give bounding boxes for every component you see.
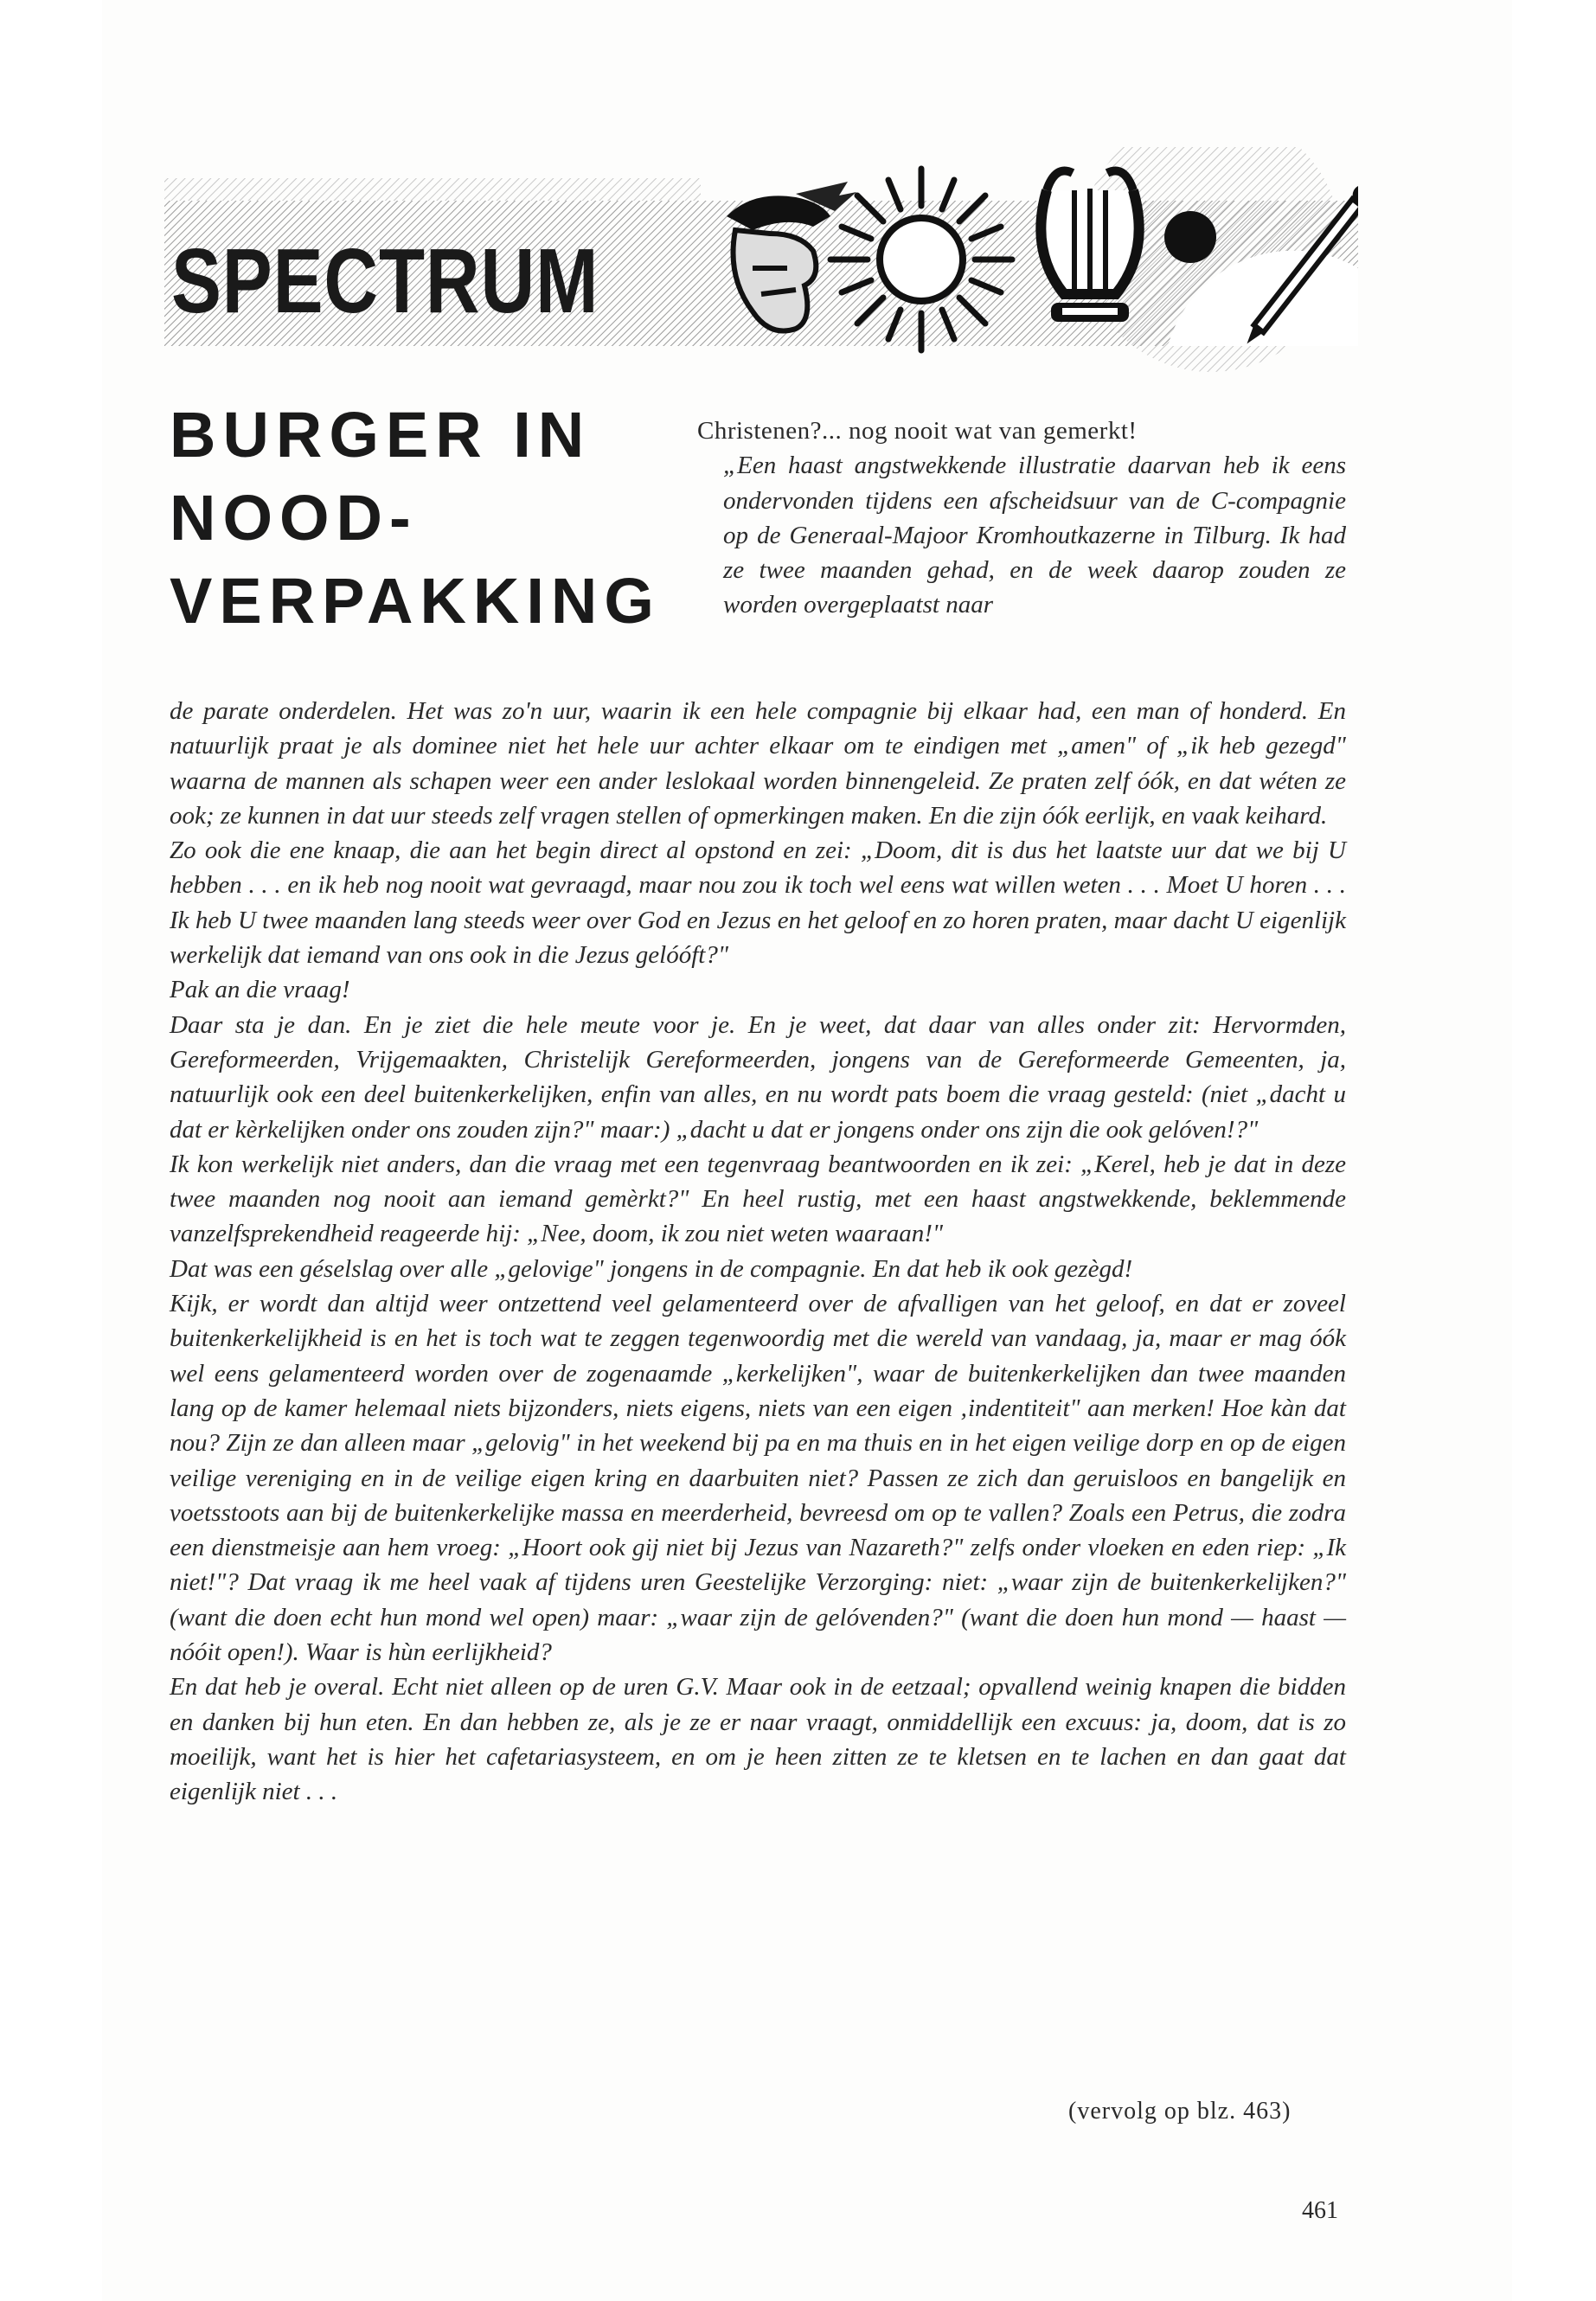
dot-icon xyxy=(1164,211,1216,263)
masthead-title: SPECTRUM xyxy=(171,230,599,332)
article-paragraph: Zo ook die ene knaap, die aan het begin direct al opstond en zei: „Doom, dit is dus het laatste uur dat we bij U hebben . . . en ik heb nog nooit wat gevraagd, maar nou zou ik toch wel eens wat willen weten . . . Moet U horen . . . Ik heb U twee maanden lang steeds weer over God en Jezus en het geloof en zo horen praten, maar dacht U eigenlijk werkelijk dat iemand van ons ook in die Jezus gelóóft?" xyxy=(170,836,1346,970)
article-body xyxy=(170,694,1346,1810)
headline-line: VERPAKKING xyxy=(170,565,661,637)
sun-icon xyxy=(830,169,1012,350)
article-paragraph: Daar sta je dan. En je ziet die hele meute voor je. En je weet, dat daar van alles onder zit: Hervormden, Gereformeerden, Vrijgemaakten, Christelijk Gereformeerden, jongens van de Gereformeerde Gemeenten, ja, natuurlijk ook een deel buitenkerkelijken, enfin van alles, en nu wordt pats boem die vraag gesteld: (niet „dacht u dat er kèrkelijken onder ons zouden zijn?" maar:) „dacht u dat er jongens onder ons zijn die ook gelóven!?" xyxy=(170,1010,1346,1144)
article-paragraph: de parate onderdelen. Het was zo'n uur, waarin ik een hele compagnie bij elkaar had, een man of honderd. En natuurlijk praat je als dominee niet het hele uur achter elkaar om te eindigen met „amen" of „ik heb gezegd" waarna de mannen als schapen weer een ander leslokaal worden binnengeleid. Ze praten zelf óók, en dat wéten ze ook; ze kunnen in dat uur steeds zelf vragen stellen of opmerkingen maken. En die zijn óók eerlijk, en vaak keihard. xyxy=(170,697,1346,830)
article-paragraph: Ik kon werkelijk niet anders, dan die vraag met een tegenvraag beantwoorden en ik zei: „Kerel, heb je dat in deze twee maanden nog nooit aan iemand gemèrkt?" En heel rustig, met een haast angstwekkende, beklemmende vanzelfsprekendheid reageerde hij: „Nee, doom, ik zou niet weten waaraan!" xyxy=(170,1150,1346,1248)
article-paragraph: Pak an die vraag! xyxy=(170,976,350,1004)
article-paragraph: Kijk, er wordt dan altijd weer ontzettend veel gelamenteerd over de afvalligen van het geloof, en dat er zoveel buitenkerkelijkheid is en het is toch wat te zeggen tegenwoordig met die wereld van vandaag, ja, maar er mag óók wel eens gelamenteerd worden over de zogenaamde „kerkelijken", waar de buitenkerkelijken dan twee maanden lang op de kamer helemaal niets bijzonders, niets eigens, niets van een eigen ‚indentiteit" aan merken! Hoe kàn dat nou? Zijn ze dan alleen maar „gelovig" in het weekend bij pa en ma thuis en in het eigen veilige dorp en op de eigen veilige vereniging en in de veilige eigen kring en daarbuiten niet? Passen ze zich dan geruisloos en bangelijk en voetsstoots aan bij de buitenkerkelijke massa en meerderheid, bevreesd om op te vallen? Zoals een Petrus, die zodra een dienstmeisje aan hem vroeg: „Hoort ook gij niet bij Jezus van Nazareth?" zelfs onder vloeken en eden riep: „Ik niet!"? Dat vraag ik me heel vaak af tijdens uren Geestelijke Verzorging: niet: „waar zijn de buitenkerkelijken?" (want die doen echt hun mond wel open) maar: „waar zijn de gelóvenden?" (want die doen hun mond — haast — nóóit open!). Waar is hùn eerlijkheid? xyxy=(170,1290,1346,1667)
masthead xyxy=(164,147,1358,381)
headline-line: NOOD- xyxy=(170,482,418,554)
article-intro-column xyxy=(697,413,1346,623)
continued-note: (vervolg op blz. 463) xyxy=(1068,2098,1292,2125)
article-paragraph: „Een haast angstwekkende illustratie daarvan heb ik eens ondervonden tijdens een afscheidsuur van de C-compagnie op de Generaal-Majoor Kromhoutkazerne in Tilburg. Ik had ze twee maanden gehad, en de week daarop zouden ze worden overgeplaatst naar xyxy=(723,452,1346,619)
headline-line: BURGER IN xyxy=(170,399,592,471)
article-intro: Christenen?... nog nooit wat van gemerkt! xyxy=(697,417,1138,445)
article-paragraph: En dat heb je overal. Echt niet alleen op de uren G.V. Maar ook in de eetzaal; opvallend weinig knapen die bidden en danken bij hun eten. En dan hebben ze, als je ze er naar vraagt, onmiddellijk een excuus: ja, doom, dat is zo moeilijk, want het is hier het cafetariasysteem, en om je heen zitten ze te kletsen en te lachen en dan gaat dat eigenlijk niet . . . xyxy=(170,1673,1346,1806)
article-paragraph: Dat was een géselslag over alle „gelovige" jongens in de compagnie. En dat heb ik ook gezègd! xyxy=(170,1254,1133,1283)
page-number: 461 xyxy=(1302,2197,1338,2224)
article-headline xyxy=(170,394,661,643)
